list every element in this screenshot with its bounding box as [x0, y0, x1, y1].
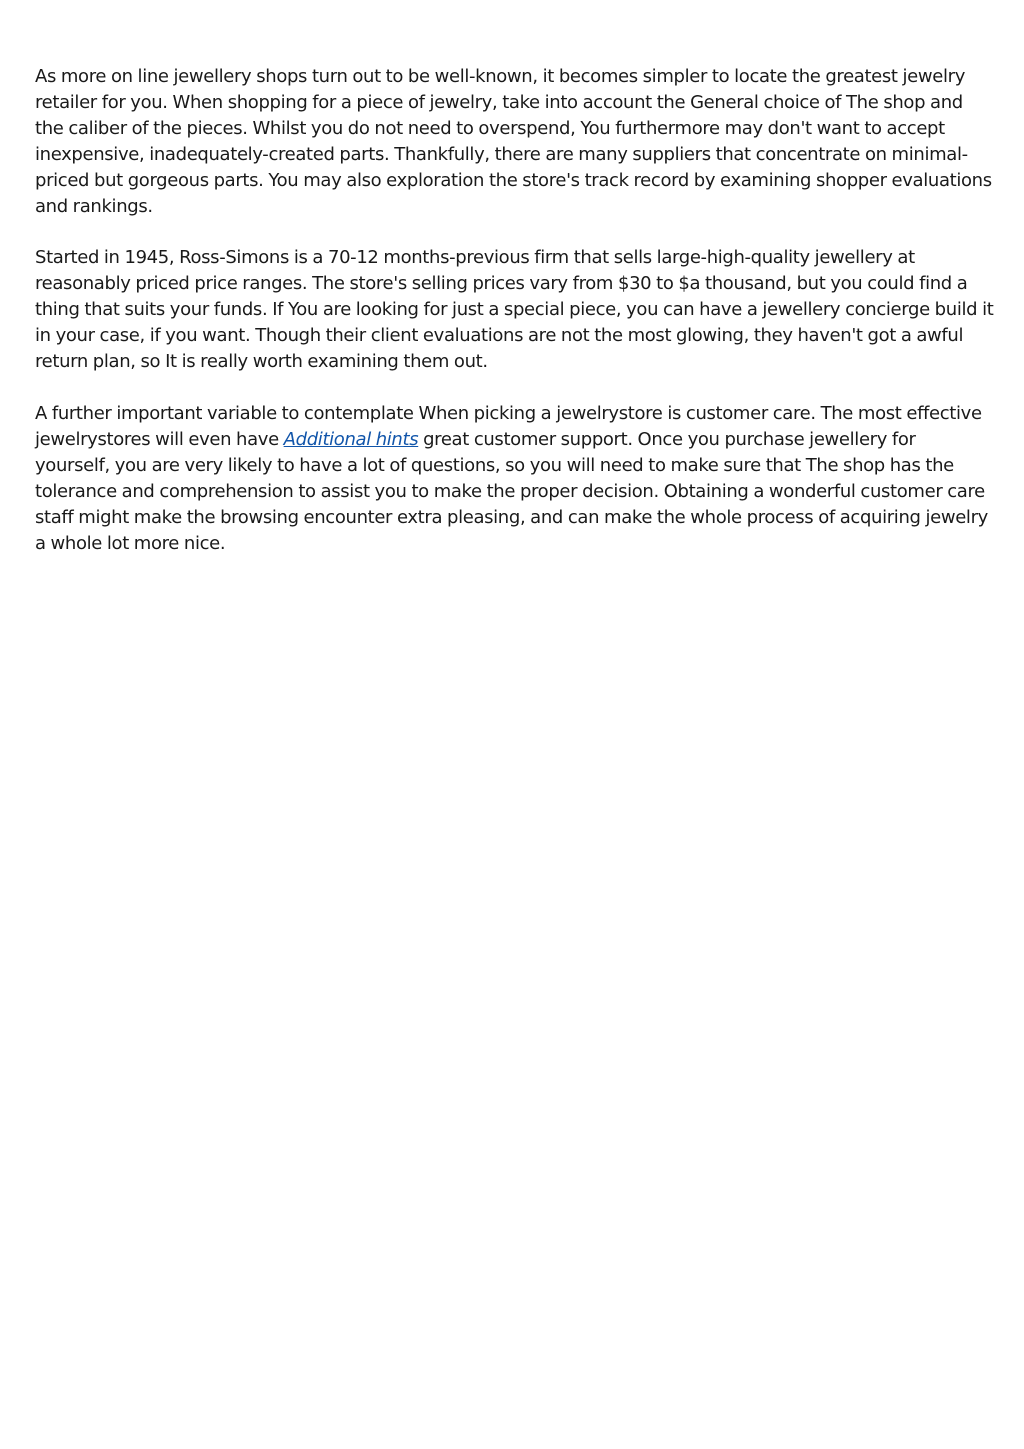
paragraph-2: Started in 1945, Ross-Simons is a 70-12 months-previous firm that sells large-high-quality jewellery at reasonably priced price ranges. The store's selling prices vary from $30 to $a thousand, but you could find a thing that suits your funds. If You are looking for just a special piece, you can have a jewellery concierge build it in your case, if you want. Though their client evaluations are not the most glowing, they haven't got a awful return plan, so It is really worth examining them out.: [35, 247, 994, 373]
paragraph-3-text-before-link: A further important variable to contemplate When picking a jewelrystore is customer care. The most effective jewelrystores will even have: [35, 402, 982, 450]
document-body: [35, 64, 995, 582]
paragraph-1: As more on line jewellery shops turn out to be well-known, it becomes simpler to locate the greatest jewelry retailer for you. When shopping for a piece of jewelry, take into account the General choice of The shop and the caliber of the pieces. Whilst you do not need to overspend, You furthermore may don't want to accept inexpensive, inadequately-created parts. Thankfully, there are many suppliers that concentrate on minimal-priced but gorgeous parts. You may also exploration the store's track record by examining shopper evaluations and rankings.: [35, 66, 992, 217]
paragraph-3: [35, 401, 995, 556]
additional-hints-link[interactable]: Additional hints: [283, 428, 419, 450]
paragraph-3-text-after-link: great customer support. Once you purchase jewellery for yourself, you are very likely to have a lot of questions, so you will need to make sure that The shop has the tolerance and comprehension to assist you to make the proper decision. Obtaining a wonderful customer care staff might make the browsing encounter extra pleasing, and can make the whole process of acquiring jewelry a whole lot more nice.: [35, 428, 988, 554]
